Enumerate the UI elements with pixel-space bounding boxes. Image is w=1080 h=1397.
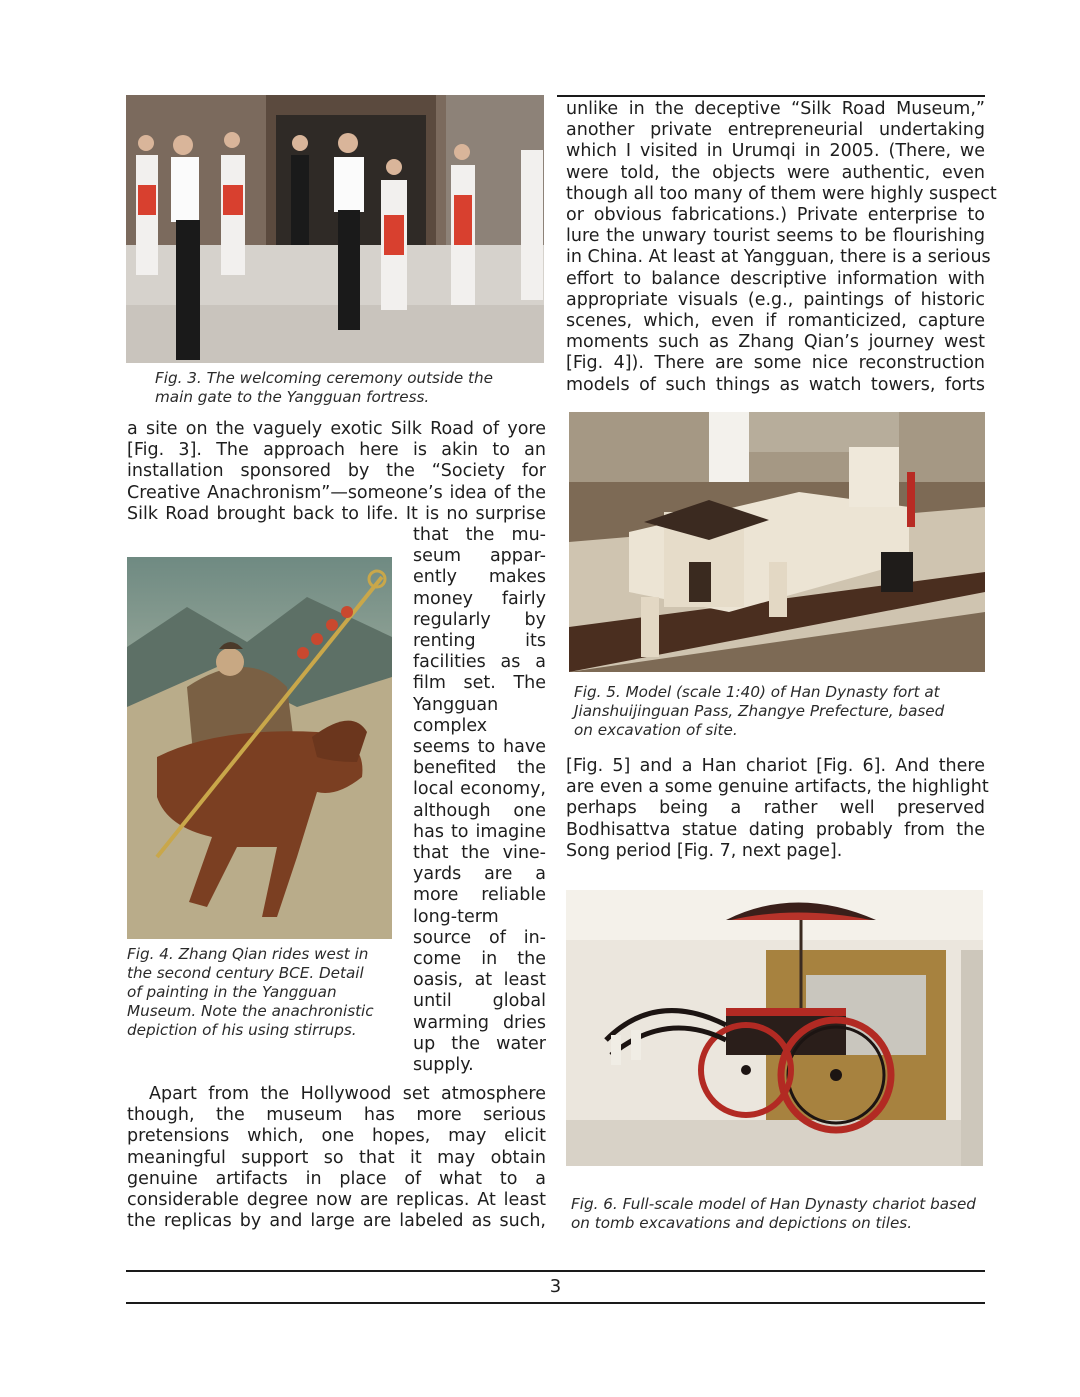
- text-line: although one: [413, 800, 546, 821]
- text-line: seum appar-: [413, 546, 546, 567]
- text-line: a site on the vaguely exotic Silk Road of yore: [127, 419, 546, 439]
- text-line: complex: [413, 715, 488, 736]
- text-line: appropriate visuals (e.g., paintings of historic: [566, 289, 985, 310]
- text-line: oasis, at least: [413, 970, 546, 991]
- text-line: unlike in the deceptive “Silk Road Museum,”: [566, 99, 985, 119]
- text-line: or obvious fabrications.) Private enterprise to: [566, 205, 985, 226]
- text-line: though, the museum has more serious: [127, 1105, 546, 1126]
- right-para-2: [566, 756, 989, 862]
- text-line: Creative Anachronism”—someone’s idea of the: [127, 482, 546, 503]
- caption-line: of painting in the Yangguan: [127, 983, 337, 1001]
- caption-line: Fig. 6. Full-scale model of Han Dynasty chariot based: [571, 1195, 976, 1213]
- right-para-1: [566, 99, 997, 396]
- fig5-photo: [569, 412, 985, 672]
- caption-line: on tomb excavations and depictions on tiles.: [571, 1214, 913, 1232]
- fig3-photo: [126, 95, 544, 363]
- text-line: perhaps being a rather well preserved: [566, 798, 985, 819]
- text-line: [Fig. 4]). There are some nice reconstruction: [566, 353, 985, 374]
- text-line: renting its: [413, 631, 546, 652]
- text-line: money fairly: [413, 588, 546, 609]
- text-line: that the mu-: [413, 525, 546, 545]
- text-line: Song period [Fig. 7, next page].: [566, 840, 843, 861]
- text-line: source of in-: [413, 927, 546, 948]
- text-line: moments such as Zhang Qian’s journey west: [566, 332, 985, 353]
- text-line: Bodhisattva statue dating probably from the: [566, 819, 985, 840]
- text-line: effort to balance descriptive information with: [566, 268, 985, 289]
- fig4-caption: [127, 945, 397, 1040]
- text-line: were told, the objects were authentic, even: [566, 162, 985, 183]
- text-line: considerable degree now are replicas. At least: [127, 1190, 546, 1211]
- left-para-2: [127, 1084, 546, 1232]
- text-line: Yangguan: [413, 694, 499, 715]
- caption-line: the second century BCE. Detail: [127, 964, 364, 982]
- text-line: benefited the: [413, 758, 546, 779]
- text-line: Apart from the Hollywood set atmosphere: [149, 1084, 546, 1104]
- text-line: the replicas by and large are labeled as such,: [127, 1211, 546, 1232]
- text-line: long-term: [413, 906, 499, 927]
- text-line: regularly by: [413, 609, 546, 630]
- text-line: another private entrepreneurial undertaking: [566, 120, 985, 141]
- fig3-caption: [155, 369, 545, 407]
- text-line: though all too many of them were highly suspect: [566, 183, 997, 204]
- text-line: pretensions which, one hopes, may elicit: [127, 1126, 546, 1147]
- text-line: meaningful support so that it may obtain: [127, 1147, 546, 1168]
- text-line: Silk Road brought back to life. It is no surprise: [127, 503, 546, 524]
- text-line: yards are a: [413, 864, 546, 885]
- text-line: local economy,: [413, 779, 546, 800]
- text-line: [Fig. 3]. The approach here is akin to an: [127, 440, 546, 461]
- text-line: lure the unwary tourist seems to be flourishing: [566, 226, 985, 247]
- footer-bottom-rule: [126, 1302, 985, 1304]
- fig6-photo: [566, 890, 983, 1166]
- text-line: facilities as a: [413, 652, 546, 673]
- fig4-painting: [127, 557, 392, 939]
- caption-line: Fig. 4. Zhang Qian rides west in: [127, 945, 369, 963]
- text-line: up the water: [413, 1033, 546, 1054]
- fig5-caption: [574, 683, 986, 740]
- caption-line: main gate to the Yangguan fortress.: [155, 388, 430, 406]
- caption-line: Fig. 5. Model (scale 1:40) of Han Dynasty fort at: [574, 683, 940, 701]
- left-narrow-text: [413, 525, 546, 1076]
- text-line: until global: [413, 991, 546, 1012]
- text-line: scenes, which, even if romanticized, capture: [566, 311, 985, 332]
- text-line: has to imagine: [413, 821, 546, 842]
- text-line: warming dries: [413, 1012, 546, 1033]
- text-line: models of such things as watch towers, forts: [566, 374, 985, 395]
- caption-line: Museum. Note the anachronistic: [127, 1002, 374, 1020]
- text-line: ently makes: [413, 567, 546, 588]
- text-line: supply.: [413, 1055, 474, 1076]
- text-line: genuine artifacts in place of what to a: [127, 1168, 546, 1189]
- column-top-rule: [557, 95, 985, 97]
- footer-top-rule: [126, 1270, 985, 1272]
- caption-line: depiction of his using stirrups.: [127, 1021, 357, 1039]
- page-number: 3: [549, 1276, 562, 1297]
- text-line: come in the: [413, 949, 546, 970]
- text-line: which I visited in Urumqi in 2005. (There, we: [566, 141, 985, 162]
- fig6-caption: [571, 1195, 987, 1233]
- caption-line: on excavation of site.: [574, 721, 738, 739]
- text-line: in China. At least at Yangguan, there is a serious: [566, 247, 991, 268]
- text-line: more reliable: [413, 885, 546, 906]
- text-line: film set. The: [413, 673, 546, 694]
- text-line: are even a some genuine artifacts, the highlight: [566, 777, 989, 798]
- text-line: that the vine-: [413, 843, 546, 864]
- text-line: seems to have: [413, 737, 546, 758]
- text-line: [Fig. 5] and a Han chariot [Fig. 6]. And there: [566, 756, 985, 776]
- caption-line: Fig. 3. The welcoming ceremony outside the: [155, 369, 493, 387]
- text-line: installation sponsored by the “Society for: [127, 461, 546, 482]
- caption-line: Jianshuijinguan Pass, Zhangye Prefecture, based: [574, 702, 945, 720]
- left-para-1: [127, 419, 546, 525]
